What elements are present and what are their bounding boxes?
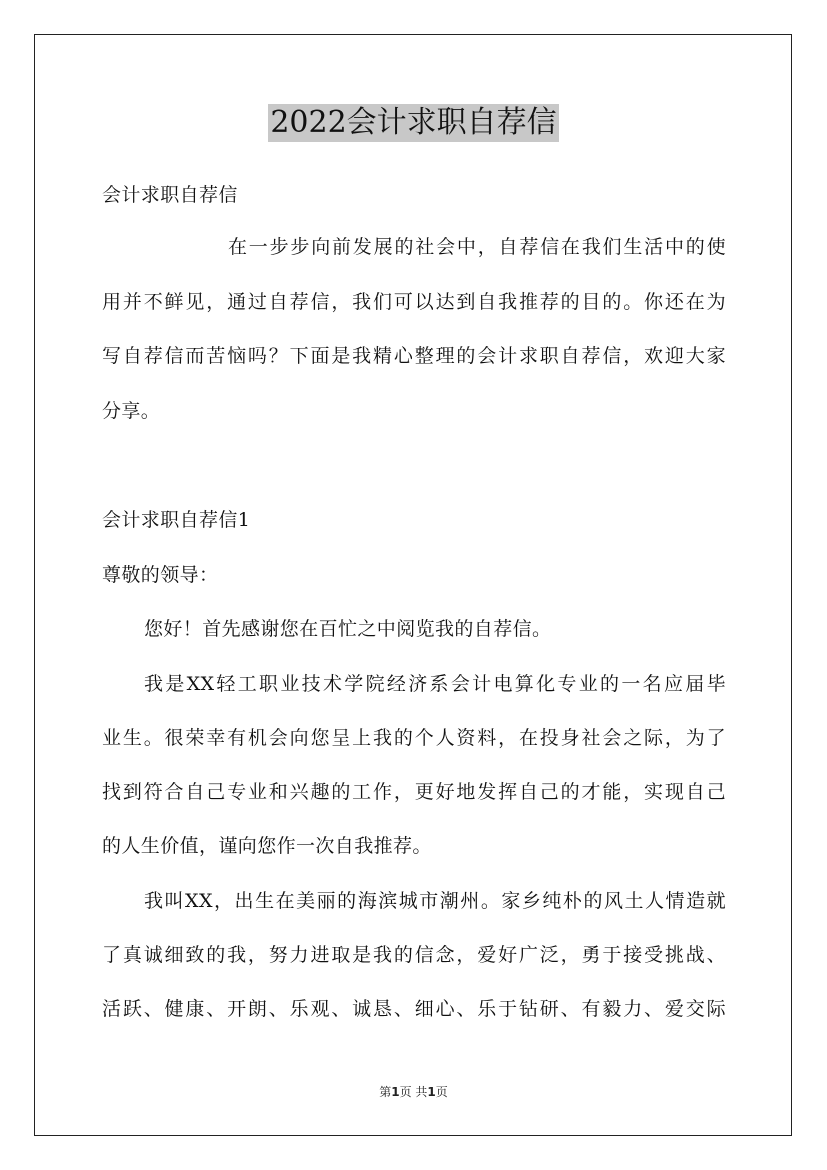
footer-total-pages: 1 <box>427 1085 436 1099</box>
intro-line-1: 在一步步向前发展的社会中，自荐信在我们生活中的使 <box>228 236 726 258</box>
paragraph-2-line-3: 找到符合自己专业和兴趣的工作，更好地发挥自己的才能，实现自己 <box>102 781 726 803</box>
document-heading: 会计求职自荐信 <box>102 184 238 206</box>
intro-line-2: 用并不鲜见，通过自荐信，我们可以达到自我推荐的目的。你还在为 <box>102 291 726 313</box>
intro-line-4: 分享。 <box>102 400 161 422</box>
paragraph-3-line-3: 活跃、健康、开朗、乐观、诚恳、细心、乐于钻研、有毅力、爱交际 <box>102 998 726 1020</box>
title-container <box>0 104 827 142</box>
footer-current-page: 1 <box>391 1085 400 1099</box>
paragraph-2-line-2: 业生。很荣幸有机会向您呈上我的个人资料，在投身社会之际，为了 <box>102 727 726 749</box>
footer-page-mid: 页 共 <box>399 1085 428 1099</box>
paragraph-2-line-4: 的人生价值，谨向您作一次自我推荐。 <box>102 835 432 857</box>
intro-line-3: 写自荐信而苦恼吗？下面是我精心整理的会计求职自荐信，欢迎大家 <box>102 345 726 367</box>
document-title: 2022会计求职自荐信 <box>270 105 557 140</box>
footer-page-suffix: 页 <box>435 1085 448 1099</box>
section-heading: 会计求职自荐信1 <box>102 509 251 531</box>
paragraph-3-line-2: 了真诚细致的我，努力进取是我的信念，爱好广泛，勇于接受挑战、 <box>102 944 726 966</box>
page-footer <box>0 1084 827 1100</box>
paragraph-3-line-1: 我叫XX，出生在美丽的海滨城市潮州。家乡纯朴的风土人情造就 <box>144 890 726 912</box>
salutation: 尊敬的领导： <box>102 564 219 586</box>
footer-page-prefix: 第 <box>379 1085 392 1099</box>
paragraph-1: 您好！首先感谢您在百忙之中阅览我的自荐信。 <box>144 618 552 640</box>
paragraph-2-line-1: 我是XX轻工职业技术学院经济系会计电算化专业的一名应届毕 <box>144 673 726 695</box>
